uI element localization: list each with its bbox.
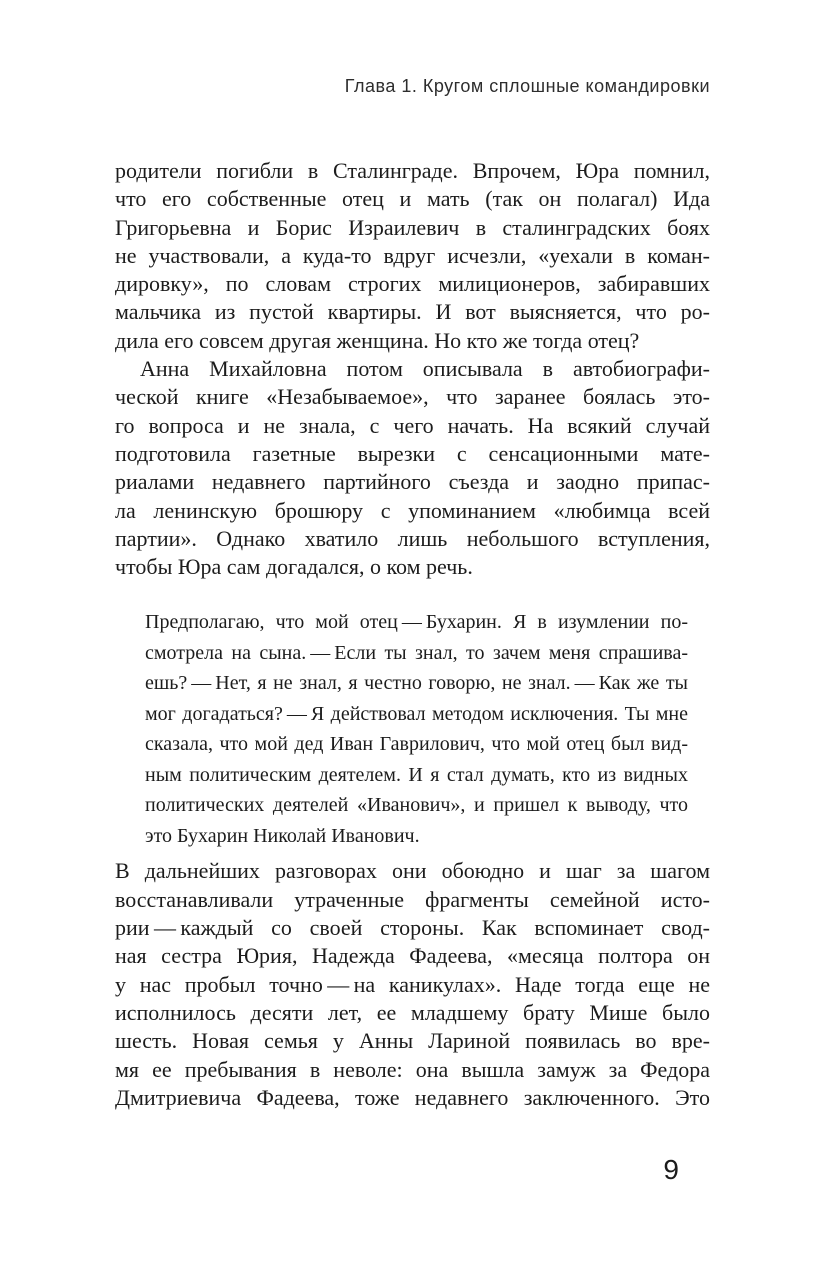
text-line: дировку», по словам строгих милиционеров, забиравших	[115, 271, 710, 297]
text-line: ческой книге «Незабываемое», что заранее боялась это-	[115, 384, 710, 410]
text-line: го вопроса и не знала, с чего начать. На всякий случай	[115, 412, 710, 438]
text-line: Анна Михайловна потом описывала в автобиографи-	[140, 356, 710, 382]
paragraph-closing	[115, 857, 710, 1112]
text-line: риалами недавнего партийного съезда и заодно припас-	[115, 469, 710, 495]
text-line: чтобы Юра сам догадался, о ком речь.	[115, 554, 473, 580]
paragraph-anna-recollection	[115, 355, 710, 581]
text-line: это Бухарин Николай Иванович.	[145, 824, 420, 847]
text-line: мог догадаться? — Я действовал методом исключения. Ты мне	[145, 702, 688, 725]
text-line: что его собственные отец и мать (так он полагал) Ида	[115, 186, 710, 212]
running-header: Глава 1. Кругом сплошные командировки	[344, 76, 710, 96]
text-line: ла ленинскую брошюру с упоминанием «любимца всей	[115, 497, 710, 523]
text-line: восстанавливали утраченные фрагменты семейной исто-	[115, 886, 710, 912]
text-line: партии». Однако хватило лишь небольшого вступления,	[115, 525, 710, 551]
page-number: 9	[663, 1154, 679, 1185]
text-line: ная сестра Юрия, Надежда Фадеева, «месяца полтора он	[115, 943, 710, 969]
text-line: Григорьевна и Борис Израилевич в сталинградских боях	[115, 214, 710, 240]
text-line: у нас пробыл точно — на каникулах». Наде тогда еще не	[115, 971, 710, 997]
text-line: политических деятелей «Иванович», и пришел к выводу, что	[145, 794, 688, 817]
text-line: родители погибли в Сталинграде. Впрочем, Юра помнил,	[115, 158, 710, 183]
text-line: Предполагаю, что мой отец — Бухарин. Я в изумлении по-	[145, 611, 688, 634]
text-line: мальчика из пустой квартиры. И вот выясняется, что ро-	[115, 299, 710, 325]
text-line: рии — каждый со своей стороны. Как вспоминает свод-	[115, 915, 710, 941]
text-line: ешь? — Нет, я не знал, я честно говорю, не знал. — Как же ты	[145, 672, 688, 695]
block-quote-dialogue	[145, 607, 688, 851]
text-line: исполнилось десяти лет, ее младшему брату Мише было	[115, 999, 710, 1025]
text-line: дила его совсем другая женщина. Но кто же тогда отец?	[115, 327, 640, 353]
text-line: мя ее пребывания в неволе: она вышла замуж за Федора	[115, 1056, 710, 1082]
text-line: не участвовали, а куда-то вдруг исчезли, «уехали в коман-	[115, 242, 710, 268]
text-line: ным политическим деятелем. И я стал думать, кто из видных	[145, 763, 688, 786]
text-line: шесть. Новая семья у Анны Лариной появилась во вре-	[115, 1028, 710, 1054]
text-line: Дмитриевича Фадеева, тоже недавнего заключенного. Это	[115, 1084, 710, 1110]
text-line: подготовила газетные вырезки с сенсационными мате-	[115, 440, 710, 466]
text-line: смотрела на сына. — Если ты знал, то зачем меня спрашива-	[145, 641, 688, 664]
page-body	[115, 157, 710, 1112]
text-line: сказала, что мой дед Иван Гаврилович, что мой отец был вид-	[145, 733, 688, 756]
text-line: В дальнейших разговорах они обоюдно и шаг за шагом	[115, 858, 710, 884]
paragraph-opening	[115, 157, 710, 355]
